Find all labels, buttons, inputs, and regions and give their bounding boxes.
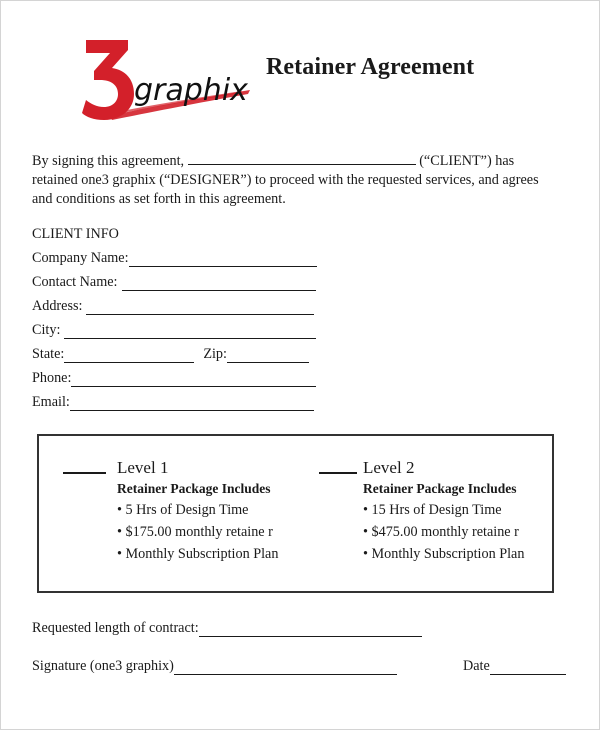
- level-1-title: Level 1: [117, 458, 169, 477]
- address-label: Address:: [32, 298, 83, 314]
- intro-paragraph: [32, 151, 572, 209]
- level-1-item: • $175.00 monthly retaine r: [117, 524, 273, 540]
- phone-field: [32, 370, 316, 387]
- company-name-field: [32, 250, 317, 267]
- city-label: City:: [32, 322, 61, 338]
- company-name-input[interactable]: [129, 252, 317, 267]
- email-label: Email:: [32, 394, 70, 410]
- level-2-subtitle: Retainer Package Includes: [363, 481, 517, 496]
- level-1-subtitle: Retainer Package Includes: [117, 481, 271, 496]
- city-input[interactable]: [64, 324, 316, 339]
- zip-input[interactable]: [227, 348, 309, 363]
- contract-length-input[interactable]: [199, 622, 422, 637]
- svg-text:graphix: graphix: [134, 73, 248, 108]
- client-info-heading: CLIENT INFO: [32, 226, 119, 242]
- intro-line3: and conditions as set forth in this agreement.: [32, 191, 286, 207]
- city-field: [32, 322, 316, 339]
- client-name-blank[interactable]: [188, 151, 416, 165]
- intro-line1-prefix: By signing this agreement,: [32, 153, 185, 169]
- address-field: [32, 298, 314, 315]
- phone-label: Phone:: [32, 370, 72, 386]
- email-input[interactable]: [70, 396, 314, 411]
- package-selection-box: [37, 434, 554, 593]
- company-name-label: Company Name:: [32, 250, 129, 266]
- phone-input[interactable]: [71, 372, 316, 387]
- intro-line1-suffix: (“CLIENT”) has: [419, 153, 515, 169]
- date-field: [463, 658, 566, 675]
- signature-field: [32, 658, 397, 675]
- contract-length-field: [32, 620, 422, 637]
- email-field: [32, 394, 314, 411]
- level-2-item: • Monthly Subscription Plan: [363, 546, 525, 562]
- zip-label: Zip:: [203, 346, 227, 362]
- contact-name-label: Contact Name:: [32, 274, 118, 290]
- intro-line2: retained one3 graphix (“DESIGNER”) to proceed with the requested services, and agrees: [32, 172, 539, 188]
- state-label: State:: [32, 346, 65, 362]
- address-input[interactable]: [86, 300, 314, 315]
- signature-label: Signature (one3 graphix): [32, 658, 174, 674]
- contact-name-field: [32, 274, 316, 291]
- level-2-item: • 15 Hrs of Design Time: [363, 502, 502, 518]
- date-label: Date: [463, 658, 490, 674]
- state-input[interactable]: [64, 348, 194, 363]
- one3-graphix-logo: [82, 38, 257, 123]
- level-2-item: • $475.00 monthly retaine r: [363, 524, 519, 540]
- level-1-select-blank[interactable]: [63, 472, 106, 474]
- level-1-item: • Monthly Subscription Plan: [117, 546, 279, 562]
- date-input[interactable]: [490, 660, 566, 675]
- level-2-select-blank[interactable]: [319, 472, 357, 474]
- document-title: Retainer Agreement: [266, 54, 475, 80]
- logo-graphic-icon: [82, 38, 257, 123]
- contract-length-label: Requested length of contract:: [32, 620, 199, 636]
- state-zip-field: [32, 346, 309, 363]
- signature-input[interactable]: [174, 660, 397, 675]
- level-1-item: • 5 Hrs of Design Time: [117, 502, 249, 518]
- contact-name-input[interactable]: [122, 276, 316, 291]
- level-2-title: Level 2: [363, 458, 415, 477]
